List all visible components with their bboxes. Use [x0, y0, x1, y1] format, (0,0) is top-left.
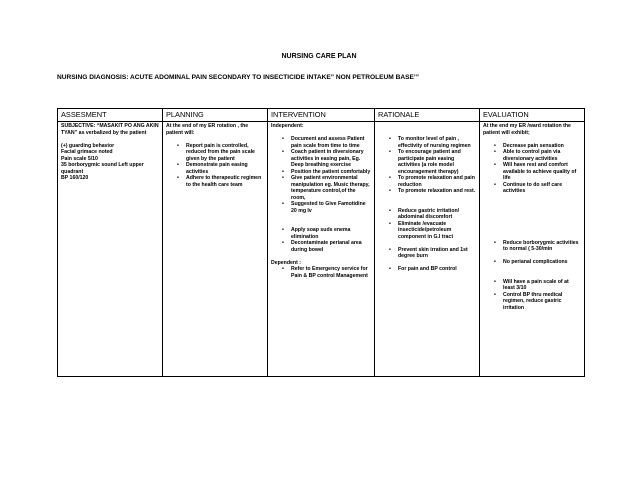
list-item: • Reduce gastric irritation/ abdominal discomfort	[378, 208, 476, 221]
rationale-list	[378, 136, 476, 273]
intervention-independent-list	[271, 136, 371, 253]
list-item: • Prevent skin irration and 1st degree burn	[378, 247, 476, 260]
list-item: • To encourage patient and participate pain easing activities (a role model encouragement therapy)	[378, 149, 476, 175]
list-item: • No perianal complications	[483, 259, 581, 266]
list-item: • Control BP thru medical regimen, reduce gastric irritation	[483, 292, 581, 312]
list-item: • Decontaminate perianal area during bowel	[271, 240, 371, 253]
list-item: • Eliminate /evacuate insecticide/petroleum component in G.I tract	[378, 221, 476, 241]
list-item: • To monitor level of pain , effectivity of nursing regimen	[378, 136, 476, 149]
assessment-cell	[58, 122, 163, 377]
list-item: • Document and assess Patient pain scale from time to time	[271, 136, 371, 149]
assessment-line: Facial grimace noted	[61, 149, 113, 155]
assessment-subjective: SUBJECTIVE: “MASAKIT PO ANG AKIN TYAN” as verbalized by the patient	[61, 123, 159, 136]
list-item: • Give patient environmental manipulation eg. Music therapy, temperature control,of the room,	[271, 175, 371, 201]
list-item: • Will have rest and comfort available to achieve quality of life	[483, 162, 581, 182]
header-planning: PLANNING	[163, 109, 268, 122]
assessment-line: 35 borborygmic sound Left upper quadrant	[61, 162, 144, 175]
table-row	[58, 122, 585, 377]
list-item: • Apply soap suds enema elimination	[271, 227, 371, 240]
list-item: • To promote relaxation and pain reduction	[378, 175, 476, 188]
list-item: • For pain and BP control	[378, 266, 476, 273]
intervention-dependent-label: Dependent :	[271, 259, 301, 266]
evaluation-cell	[480, 122, 585, 377]
intervention-cell	[268, 122, 375, 377]
list-item: • Continue to do self care activities	[483, 182, 581, 195]
page-title: NURSING CARE PLAN	[281, 53, 357, 60]
planning-intro: At the end of my ER rotation , the patient will:	[166, 123, 249, 136]
table-header-row	[58, 109, 585, 122]
assessment-line: (+) guarding behavior	[61, 142, 115, 149]
list-item: • Decrease pain sensation	[483, 143, 581, 150]
rationale-cell	[375, 122, 480, 377]
list-item: • Demonstrate pain easing activities	[166, 162, 264, 175]
list-item: • Position the patient comfortably	[271, 169, 371, 176]
list-item: • Able to control pain via diversionary activities	[483, 149, 581, 162]
list-item: • To promote relaxation and rest.	[378, 188, 476, 195]
assessment-line: Pain scale 5/10	[61, 155, 98, 162]
list-item: • Refer to Emergency service for Pain & BP control Management	[271, 266, 371, 279]
planning-cell	[163, 122, 268, 377]
nursing-diagnosis: NURSING DIAGNOSIS: ACUTE ADOMINAL PAIN SECONDARY TO INSECTICIDE INTAKE” NON PETROLEUM BASE’”	[57, 74, 420, 81]
list-item: • Will have a pain scale of at least 3/10	[483, 279, 581, 292]
evaluation-list	[483, 143, 581, 312]
header-evaluation: EVALUATION	[480, 109, 585, 122]
care-plan-table	[57, 108, 585, 377]
intervention-dependent-list	[271, 266, 371, 279]
intervention-independent-label: Independent:	[271, 123, 304, 129]
header-assessment: ASSESMENT	[58, 109, 163, 122]
list-item: • Report pain is controlled, reduced from the pain scale given by the patient	[166, 143, 264, 163]
header-intervention: INTERVENTION	[268, 109, 375, 122]
list-item: • Reduce borborygmic activities to normal ( 5-30/min	[483, 240, 581, 253]
list-item: • Adhere to therapeutic regimen to the health care team	[166, 175, 264, 188]
planning-list	[166, 143, 264, 189]
header-rationale: RATIONALE	[375, 109, 480, 122]
list-item: • Suggested to Give Famotidine 20 mg Iv	[271, 201, 371, 214]
assessment-line: BP 160/120	[61, 175, 89, 181]
evaluation-intro: At the end my ER /ward rotation the patient will exhibit;	[483, 123, 571, 136]
list-item: • Coach patient in diversionary activities in easing pain, Eg. Deep breathing exercise	[271, 149, 371, 169]
